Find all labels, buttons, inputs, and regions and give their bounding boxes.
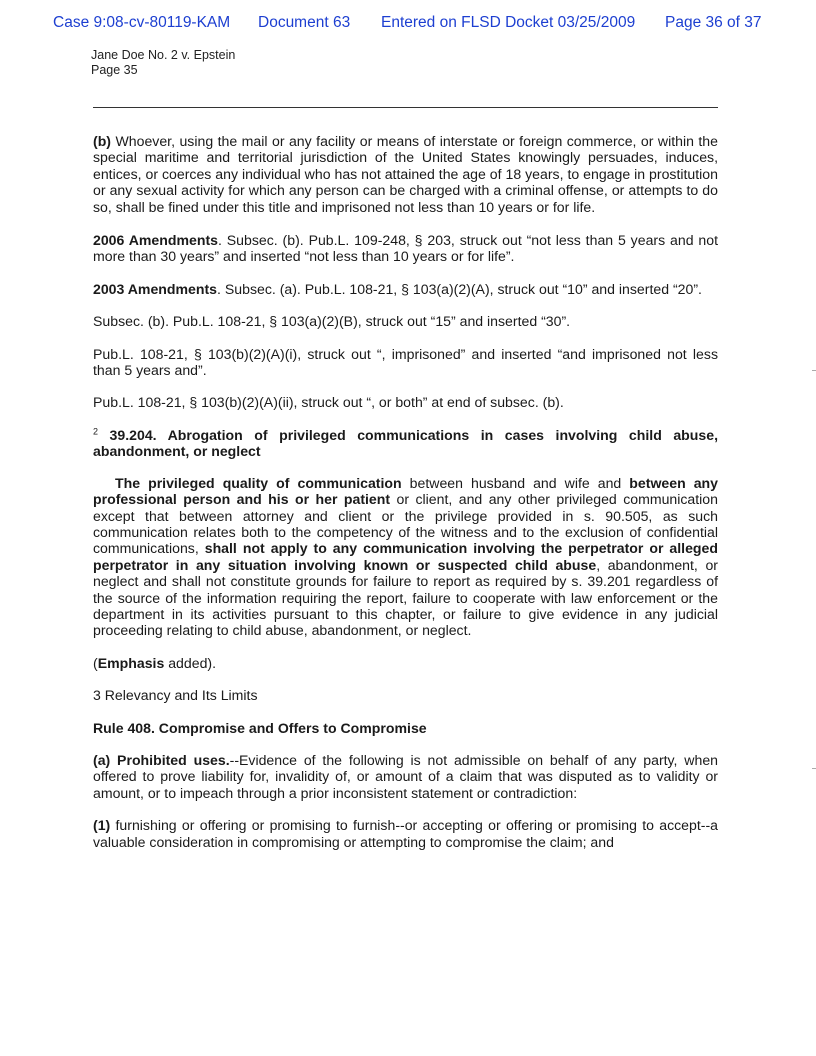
document-number: Document 63 xyxy=(258,14,351,31)
rule-408-heading: Rule 408. Compromise and Offers to Compromise xyxy=(93,719,427,736)
emphasis-note: (Emphasis added). xyxy=(93,654,217,671)
rule-408-a: (a) Prohibited uses.--Evidence of the following is not admissible on behalf of any party, when offered to prove liability for, invalidity of, or amount of a claim that was disputed as to validity or amount, or to impeach through a prior inconsistent statement or contradiction: xyxy=(93,751,719,801)
footnote-2-heading: $^2$ 39.204. Abrogation of privileged communications in cases involving child abuse, abandonment, or neglect xyxy=(93,426,718,460)
scan-margin-mark xyxy=(812,768,816,769)
ecf-page-number: Page 36 of 37 xyxy=(665,14,762,31)
amendment-subsec-b: Subsec. (b). Pub.L. 108-21, § 103(a)(2)(B), struck out “15” and inserted “30”. xyxy=(93,313,571,330)
footnote-3: 3 Relevancy and Its Limits xyxy=(93,687,258,704)
amendment-or-both: Pub.L. 108-21, § 103(b)(2)(A)(ii), struck out “, or both” at end of subsec. (b). xyxy=(93,394,564,411)
amendment-imprisoned: Pub.L. 108-21, § 103(b)(2)(A)(i), struck out “, imprisoned” and inserted “and imprisoned not less than 5 years and”. xyxy=(93,345,718,379)
case-number: Case 9:08-cv-80119-KAM xyxy=(53,14,231,31)
footnote-2-marker: 2 xyxy=(93,426,99,437)
running-header xyxy=(91,48,235,78)
docket-entry-date: Entered on FLSD Docket 03/25/2009 xyxy=(381,14,636,31)
case-caption: Jane Doe No. 2 v. Epstein xyxy=(91,48,236,62)
amendments-2003: 2003 Amendments. Subsec. (a). Pub.L. 108-21, § 103(a)(2)(A), struck out “10” and inserted “20”. xyxy=(93,280,702,297)
page-body xyxy=(93,133,718,867)
page-label: Page 35 xyxy=(91,63,138,77)
statute-39-204-quote: The privileged quality of communication between husband and wife and between any professional person and his or her patient or client, and any other privileged communication except that between attorney and client or the privilege provided in s. 90.505, as such communication relates both to the competency of the witness and to the exclusion of confidential communications, shall not apply to any communication involving the perpetrator or alleged perpetrator in any situation involving known or suspected child abuse, abandonment, or neglect and shall not constitute grounds for failure to report as required by s. 39.201 regardless of the source of the information requiring the report, failure to cooperate with law enforcement or the department in its activities pursuant to this chapter, or failure to give evidence in any judicial proceeding relating to child abuse, abandonment, or neglect. xyxy=(93,474,719,639)
scan-margin-mark xyxy=(812,370,816,371)
rule-408-a-1: (1) furnishing or offering or promising to furnish--or accepting or offering or promising to accept--a valuable consideration in compromising or attempting to compromise the claim; and xyxy=(93,817,718,850)
header-rule xyxy=(93,107,718,108)
statute-subsection-b: (b) Whoever, using the mail or any facility or means of interstate or foreign commerce, or within the special maritime and territorial jurisdiction of the United States knowingly persuades, induces, entices, or coerces any individual who has not attained the age of 18 years, to engage in prostitution or any sexual activity for which any person can be charged with a criminal offense, or attempts to do so, shall be fined under this title and imprisoned not less than 10 years or for life. xyxy=(93,133,718,215)
amendments-2006: 2006 Amendments. Subsec. (b). Pub.L. 109-248, § 203, struck out “not less than 5 years and not more than 30 years” and inserted “not less than 10 years or for life”. xyxy=(93,232,718,265)
